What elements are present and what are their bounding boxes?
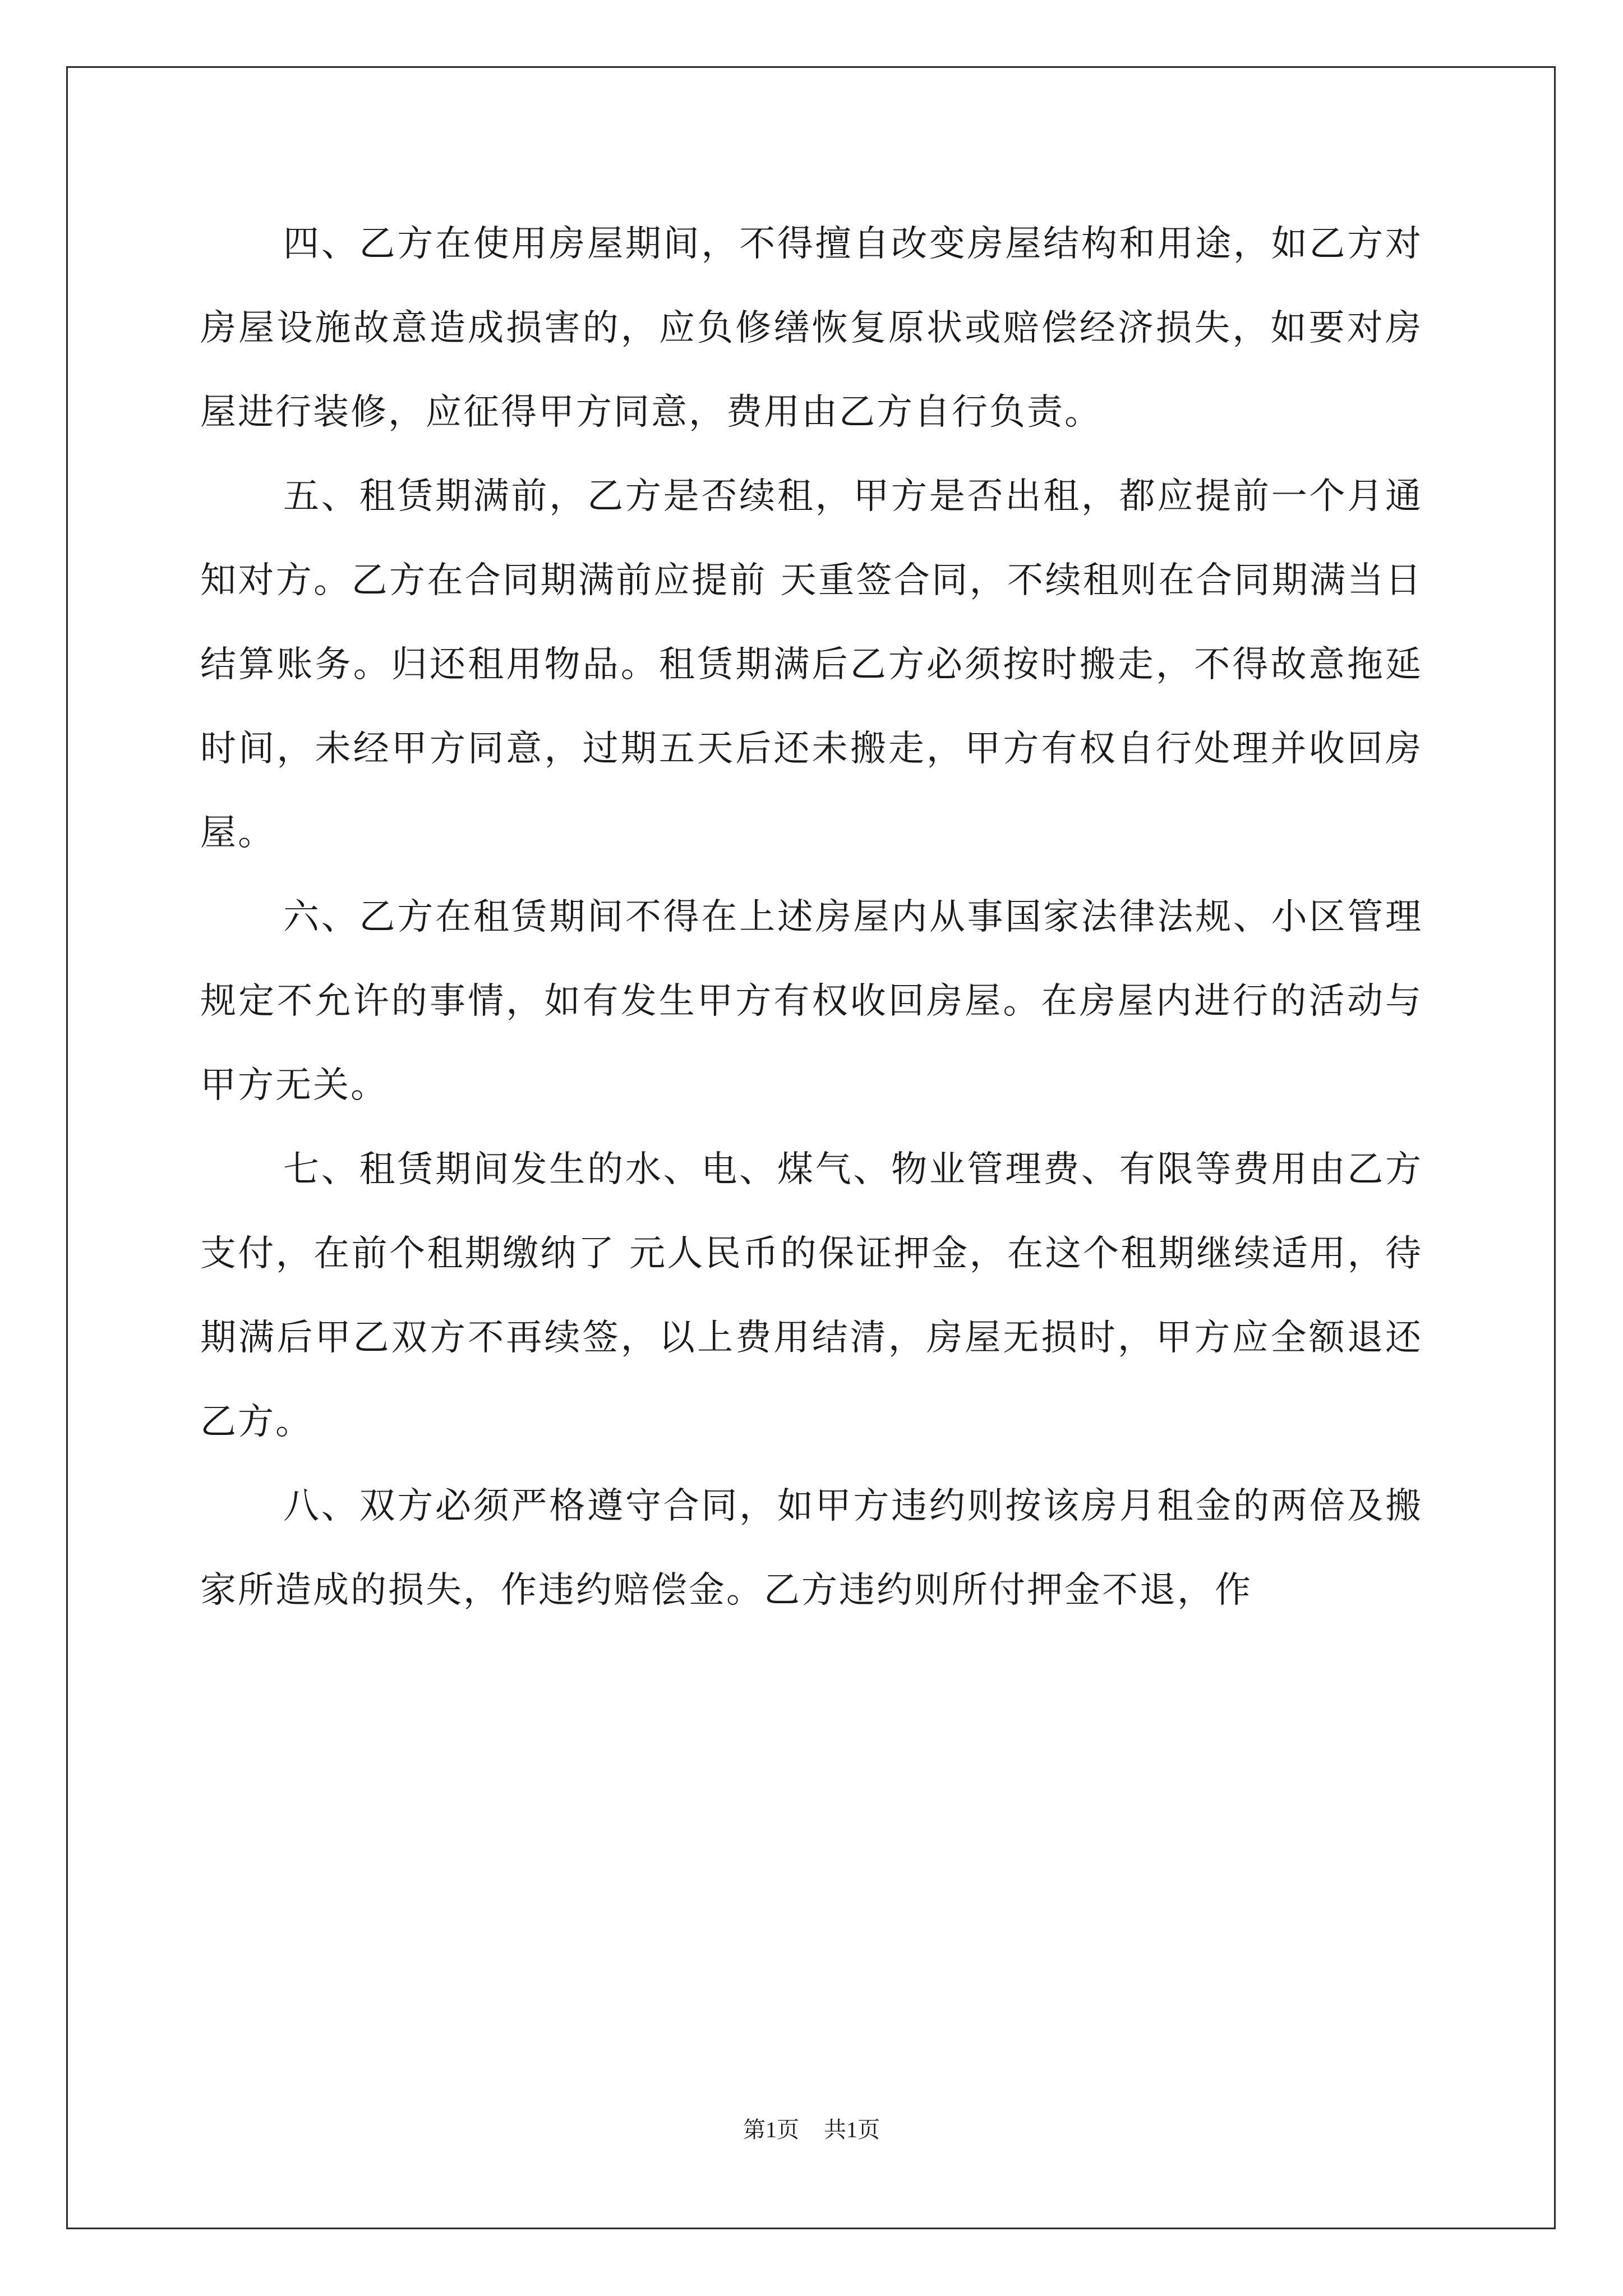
- page-footer: [0, 2116, 1623, 2144]
- clause-6-paragraph: 六、乙方在租赁期间不得在上述房屋内从事国家法律法规、小区管理规定不允许的事情，如有发生甲方有权收回房屋。在房屋内进行的活动与甲方无关。: [200, 896, 1423, 1106]
- clause-4-paragraph: 四、乙方在使用房屋期间，不得擅自改变房屋结构和用途，如乙方对房屋设施故意造成损害的，应负修缮恢复原状或赔偿经济损失，如要对房屋进行装修，应征得甲方同意，费用由乙方自行负责。: [200, 223, 1423, 433]
- page-total: 共1页: [824, 2117, 880, 2142]
- clause-8-paragraph: 八、双方必须严格遵守合同，如甲方违约则按该房月租金的两倍及搬家所造成的损失，作违约赔偿金。乙方违约则所付押金不退，作: [200, 1485, 1423, 1611]
- document-body: [200, 202, 1423, 1632]
- clause-5-paragraph: 五、租赁期满前，乙方是否续租，甲方是否出租，都应提前一个月通知对方。乙方在合同期满前应提前 天重签合同，不续租则在合同期满当日结算账务。归还租用物品。租赁期满后乙方必须按时搬走，不得故意拖延时间，未经甲方同意，过期五天后还未搬走，甲方有权自行处理并收回房屋。: [200, 476, 1423, 854]
- page-number: 第1页: [743, 2117, 799, 2142]
- clause-7-paragraph: 七、租赁期间发生的水、电、煤气、物业管理费、有限等费用由乙方支付，在前个租期缴纳了 元人民币的保证押金，在这个租期继续适用，待期满后甲乙双方不再续签，以上费用结清，房屋无损时，甲方应全额退还乙方。: [200, 1149, 1423, 1443]
